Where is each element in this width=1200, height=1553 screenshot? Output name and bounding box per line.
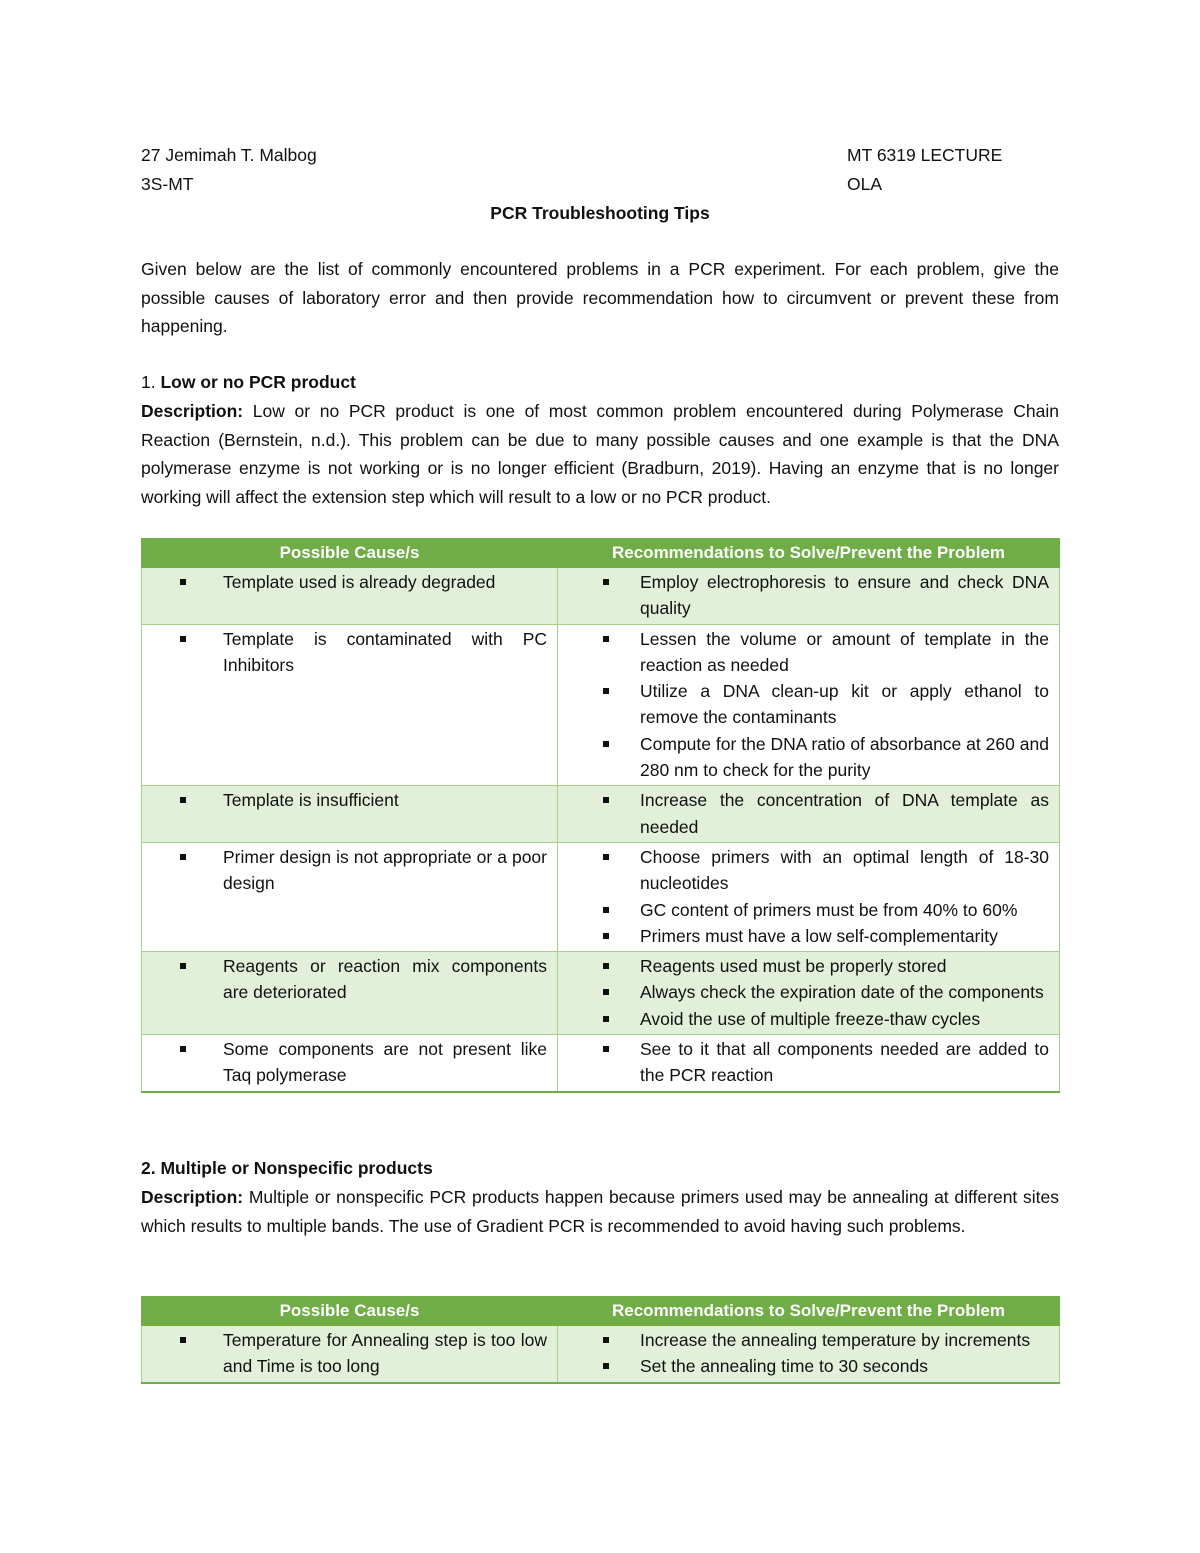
recommendation-text: Avoid the use of multiple freeze-thaw cycles: [640, 1008, 981, 1029]
recommendation-text: Utilize a DNA clean-up kit or apply ethanol to remove the contaminants: [640, 681, 1049, 728]
section-2-number: 2.: [141, 1158, 156, 1178]
section-2-description-label: Description:: [141, 1187, 244, 1207]
student-name: 27 Jemimah T. Malbog: [141, 145, 317, 165]
bullet-icon: [603, 797, 609, 803]
header-row-2: [141, 171, 1059, 197]
recommendation-text: Compute for the DNA ratio of absorbance at 260 and 280 nm to check for the purity: [640, 733, 1049, 781]
list-item: [148, 626, 547, 679]
recommendation-text: Reagents used must be properly stored: [640, 956, 947, 977]
col-header-causes: Possible Cause/s: [142, 539, 558, 568]
list-item: [564, 844, 1049, 897]
table-row: [142, 624, 1060, 786]
cause-text: Some components are not present like Taq polymerase: [223, 1039, 547, 1086]
section-2-description-text: Multiple or nonspecific PCR products happen because primers used may be annealing at different sites which results to multiple bands. The use of Gradient PCR is recommended to avoid having such problems.: [141, 1187, 1059, 1236]
bullet-icon: [603, 933, 609, 939]
section-1-description-text: Low or no PCR product is one of most common problem encountered during Polymerase Chain Reaction (Bernstein, n.d.). This problem can be due to many possible causes and one example is that the DNA polymerase enzyme is not working or is no longer efficient (Bradburn, 2019). Having an enzyme that is no longer working will affect the extension step which will result to a low or no PCR product.: [141, 401, 1059, 507]
col-header-recommendations: Recommendations to Solve/Prevent the Problem: [558, 1297, 1060, 1326]
section-2-title: Multiple or Nonspecific products: [160, 1158, 433, 1178]
recommendation-text: Increase the annealing temperature by increments: [640, 1330, 1031, 1350]
recommendation-text: See to it that all components needed are added to the PCR reaction: [640, 1039, 1049, 1086]
list-item: [564, 1006, 1049, 1032]
recommendation-text: Increase the concentration of DNA template as needed: [640, 790, 1049, 837]
list-item: [564, 1036, 1049, 1089]
bullet-icon: [603, 579, 609, 585]
section-2-table: [141, 1296, 1060, 1384]
recommendation-text: Choose primers with an optimal length of 18-30 nucleotides: [640, 846, 1049, 894]
bullet-icon: [180, 579, 186, 585]
list-item: [564, 979, 1049, 1005]
section-1-title: Low or no PCR product: [160, 372, 356, 392]
cause-text: Primer design is not appropriate or a poor design: [223, 846, 547, 894]
recommendation-text: Set the annealing time to 30 seconds: [640, 1356, 928, 1377]
list-item: [148, 787, 547, 813]
bullet-icon: [603, 741, 609, 747]
list-item: [564, 953, 1049, 979]
list-item: [564, 569, 1049, 622]
course-code: MT 6319 LECTURE: [847, 145, 1003, 165]
col-header-recommendations: Recommendations to Solve/Prevent the Problem: [558, 539, 1060, 568]
bullet-icon: [180, 963, 186, 969]
activity-type: OLA: [847, 174, 883, 194]
document-title: PCR Troubleshooting Tips: [490, 203, 710, 223]
recommendation-text: GC content of primers must be from 40% to 60%: [640, 899, 1018, 920]
list-item: [148, 569, 547, 595]
bullet-icon: [180, 854, 186, 860]
recommendation-text: Always check the expiration date of the components: [640, 982, 1044, 1003]
bullet-icon: [180, 797, 186, 803]
list-item: [564, 626, 1049, 679]
recommendation-text: Lessen the volume or amount of template in the reaction as needed: [640, 628, 1049, 675]
bullet-icon: [180, 636, 186, 642]
recommendation-text: Employ electrophoresis to ensure and check DNA quality: [640, 572, 1049, 619]
list-item: [564, 897, 1049, 923]
table-row: [142, 1326, 1060, 1383]
table-row: [142, 952, 1060, 1035]
section-1-description-label: Description:: [141, 401, 244, 421]
section-1-table: [141, 538, 1060, 1093]
bullet-icon: [180, 1337, 186, 1343]
section-2-description: [141, 1183, 1059, 1240]
bullet-icon: [603, 963, 609, 969]
bullet-icon: [603, 688, 609, 694]
cause-text: Template is insufficient: [223, 790, 399, 811]
list-item: [148, 844, 547, 897]
section-1-description: [141, 397, 1059, 511]
table-header-row: [142, 1297, 1060, 1326]
bullet-icon: [603, 1363, 609, 1369]
bullet-icon: [180, 1046, 186, 1052]
section-1-number: 1.: [141, 372, 156, 392]
cause-text: Reagents or reaction mix components are deteriorated: [223, 956, 547, 1003]
bullet-icon: [603, 1046, 609, 1052]
table-row: [142, 1035, 1060, 1092]
cause-text: Template is contaminated with PC Inhibitors: [223, 628, 547, 675]
cause-text: Temperature for Annealing step is too low and Time is too long: [223, 1330, 547, 1377]
header-row-1: [141, 142, 1059, 168]
table-row: [142, 842, 1060, 951]
section-1-heading: [141, 368, 1059, 396]
list-item: [564, 731, 1049, 784]
bullet-icon: [603, 907, 609, 913]
list-item: [148, 1036, 547, 1089]
list-item: [564, 787, 1049, 840]
section-2-heading: [141, 1154, 1059, 1182]
cause-text: Template used is already degraded: [223, 572, 496, 592]
list-item: [148, 1327, 547, 1380]
bullet-icon: [603, 636, 609, 642]
student-section: 3S-MT: [141, 174, 194, 194]
bullet-icon: [603, 989, 609, 995]
table-header-row: [142, 539, 1060, 568]
table-row: [142, 568, 1060, 625]
list-item: [564, 1353, 1049, 1379]
table-row: [142, 786, 1060, 843]
col-header-causes: Possible Cause/s: [142, 1297, 558, 1326]
list-item: [564, 678, 1049, 731]
list-item: [564, 1327, 1049, 1353]
intro-paragraph: Given below are the list of commonly encountered problems in a PCR experiment. For each problem, give the possible causes of laboratory error and then provide recommendation how to circumvent or prevent these from happening.: [141, 259, 1059, 336]
bullet-icon: [603, 1337, 609, 1343]
recommendation-text: Primers must have a low self-complementarity: [640, 925, 998, 946]
bullet-icon: [603, 854, 609, 860]
list-item: [564, 923, 1049, 949]
list-item: [148, 953, 547, 1006]
bullet-icon: [603, 1016, 609, 1022]
